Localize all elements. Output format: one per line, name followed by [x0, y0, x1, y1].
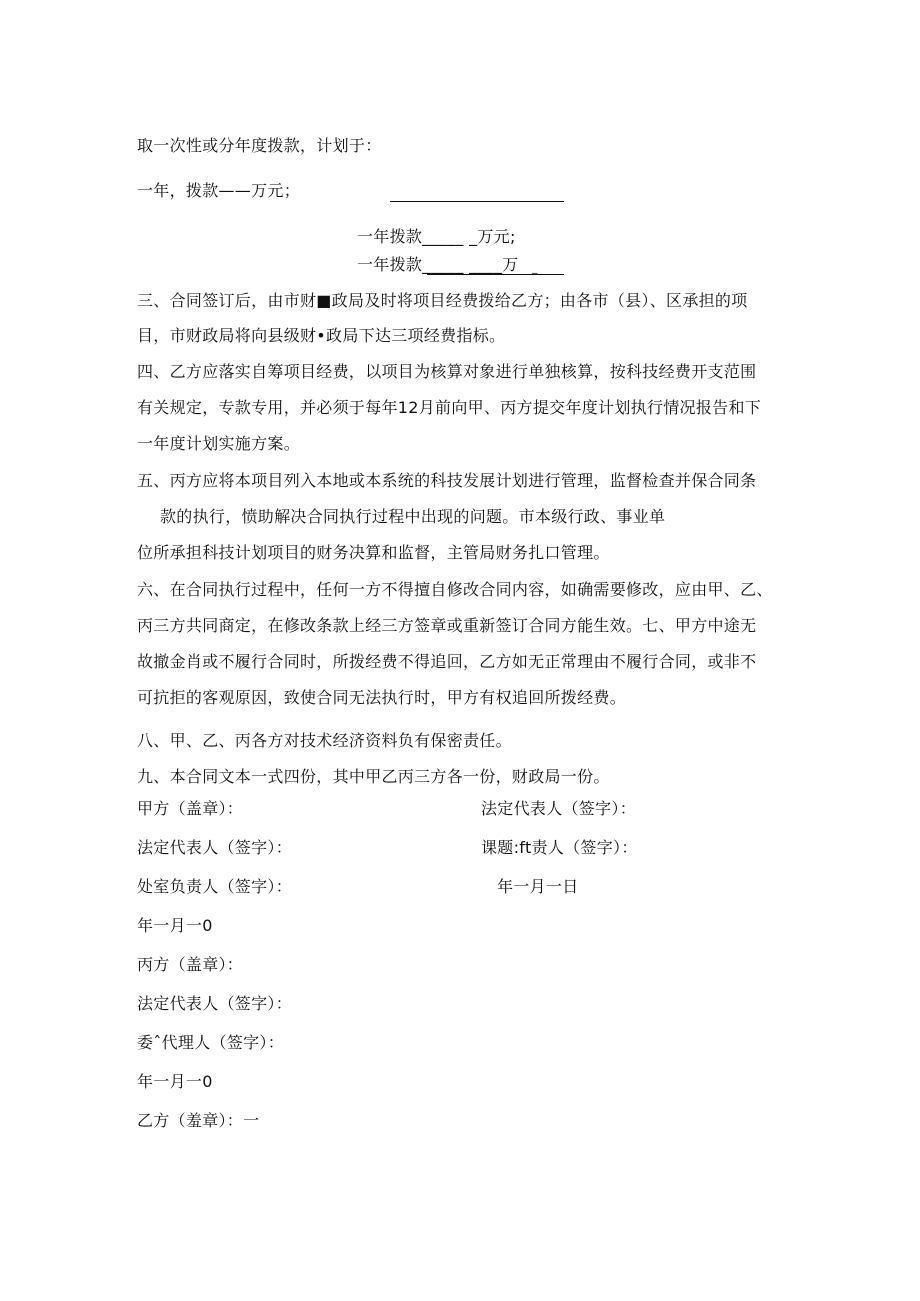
clause-4-line-3: 一年度计划实施方案。: [137, 434, 301, 453]
underline-rule: [427, 274, 564, 275]
clause-5-line-3: 位所承担科技计划项目的财务决算和监督，主管局财务扎口管理。: [137, 543, 610, 562]
clause-7-line-1: 故撤金肖或不履行合同时，所拨经费不得追回，乙方如无正常理由不履行合同，或非不: [137, 652, 757, 671]
clause-6-line-1: 六、在合同执行过程中，任何一方不得擅自修改合同内容，如确需要修改，应由甲、乙、: [137, 580, 773, 599]
clause-3-line-2: 目，市财政局将向县级财•政局下达三项经费指标。: [137, 326, 506, 345]
party-a-date: 年一月一0: [137, 916, 213, 935]
funding-intro: 取一次性或分年度拨款，计划于：: [137, 136, 382, 155]
clause-5-line-1: 五、丙方应将本项目列入本地或本系统的科技发展计划进行管理，监督检查并保合同条: [137, 471, 757, 490]
funding-year-1: 一年，拨款——万元；: [137, 181, 301, 200]
clause-8: 八、甲、乙、丙各方对技术经济资料负有保密责任。: [137, 731, 512, 750]
project-lead-signature: 课题:ft责人（签字）：: [481, 838, 638, 857]
party-a-seal: 甲方（盖章）：: [137, 799, 244, 818]
party-a-legal-rep-signature: 法定代表人（签字）：: [137, 838, 293, 857]
funding-year-3: 一年拨款_____ ____万: [357, 255, 519, 274]
clause-4-line-2: 有关规定，专款专用，并必须于每年12月前向甲、丙方提交年度计划执行情况报告和下: [137, 398, 762, 417]
office-head-signature: 处室负责人（签字）：: [137, 877, 293, 896]
party-c-legal-rep-signature: 法定代表人（签字）：: [137, 994, 293, 1013]
funding-year-2: 一年拨款_____ _万元;: [357, 227, 516, 246]
agent-signature: 委ˆ代理人（签字）：: [137, 1033, 285, 1052]
legal-rep-signature-right: 法定代表人（签字）：: [481, 799, 637, 818]
clause-4-line-1: 四、乙方应落实自筹项目经费，以项目为核算对象进行单独核算，按科技经费开支范围: [137, 362, 757, 381]
clause-6-line-2: 丙三方共同商定，在修改条款上经三方签章或重新签订合同方能生效。七、甲方中途无: [137, 616, 757, 635]
clause-3-line-1: 三、合同签订后，由市财■政局及时将项目经费拨给乙方；由各市（县）、区承担的项: [137, 291, 748, 310]
funding-year-3-tail: _: [532, 261, 538, 274]
party-c-date: 年一月一0: [137, 1072, 213, 1091]
party-c-seal: 丙方（盖章）：: [137, 955, 244, 974]
clause-5-line-2: 款的执行，愤助解决合同执行过程中出现的问题。市本级行政、事业单: [160, 507, 666, 526]
date-right: 年一月一日: [497, 877, 579, 896]
clause-7-line-2: 可抗拒的客观原因，致使合同无法执行时，甲方有权追回所拨经费。: [137, 688, 627, 707]
underline-rule: [390, 201, 564, 202]
party-b-seal: 乙方（羞章）：一: [137, 1111, 260, 1130]
clause-9: 九、本合同文本一式四份，其中甲乙丙三方各一份，财政局一份。: [137, 767, 610, 786]
